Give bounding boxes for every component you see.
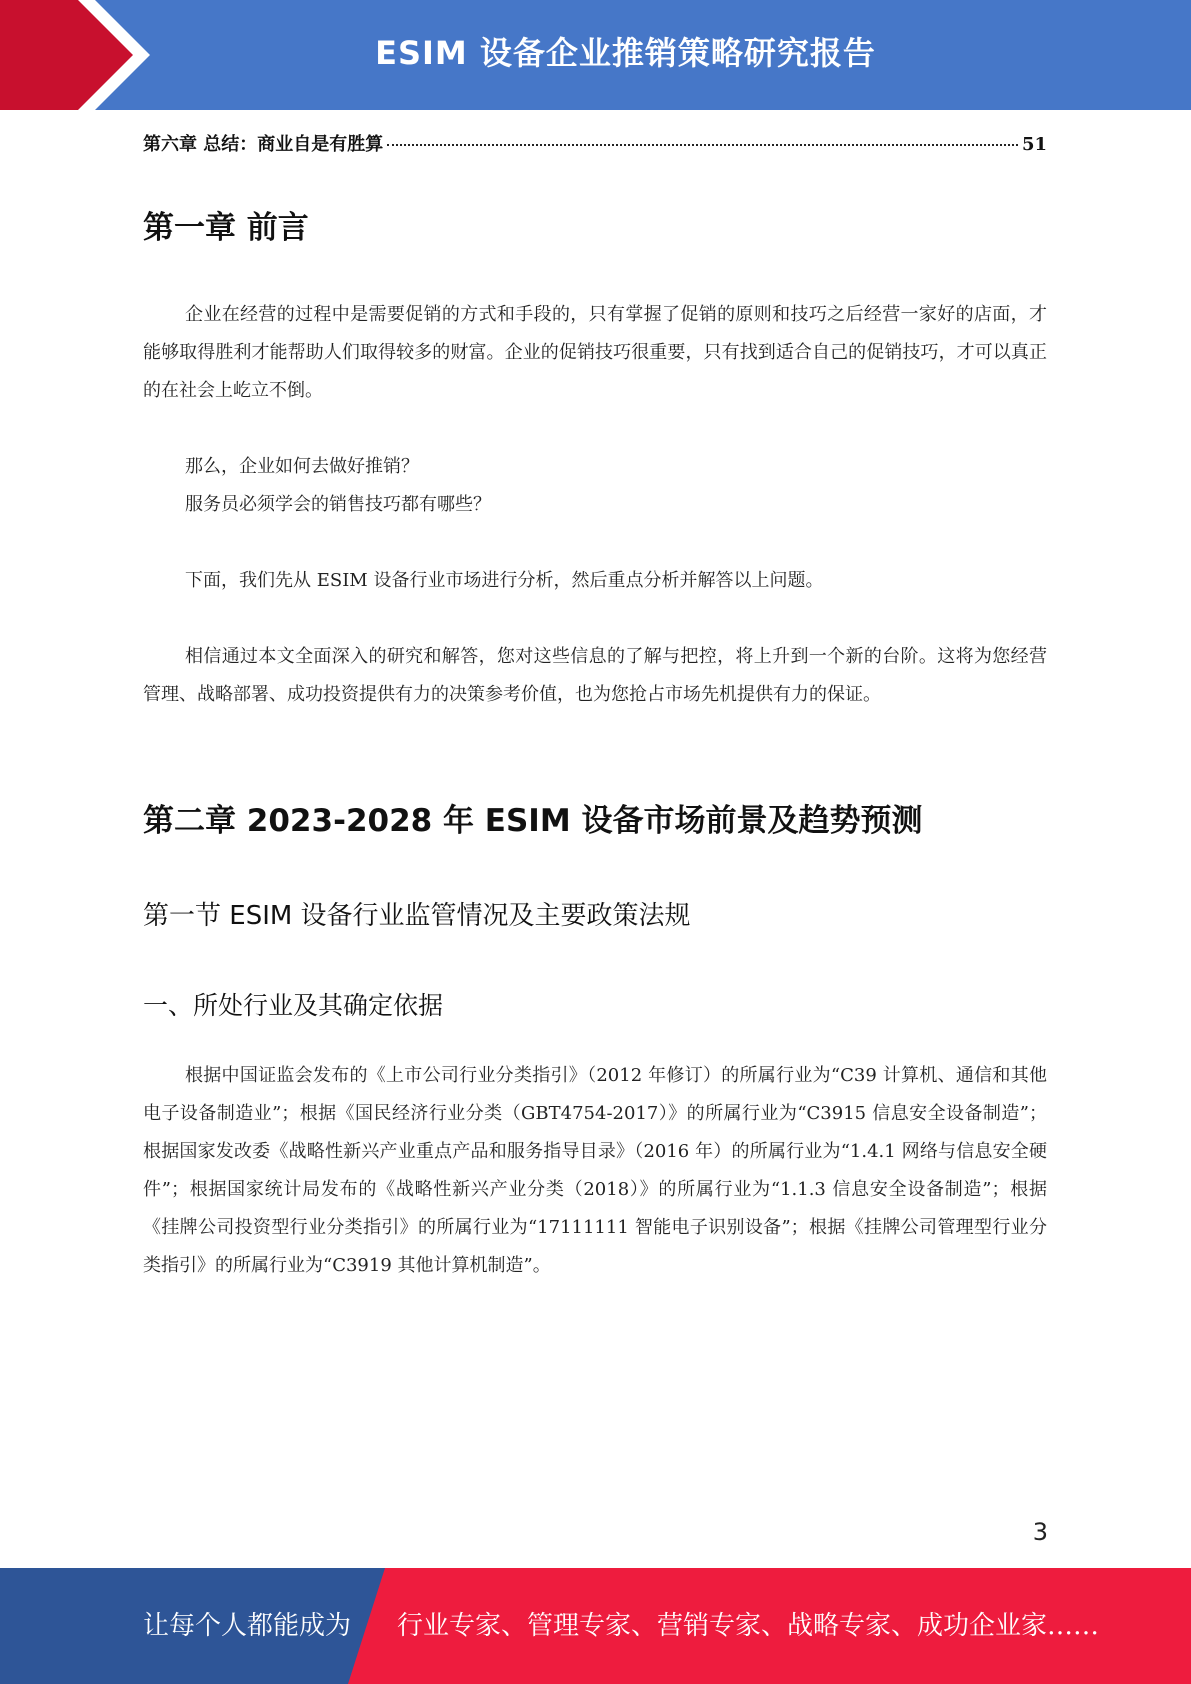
chapter-1-title: 第一章 前言 <box>143 210 309 246</box>
page-number: 3 <box>1032 1518 1048 1546</box>
chapter-1-paragraph-conclusion: 相信通过本文全面深入的研究和解答，您对这些信息的了解与把控，将上升到一个新的台阶。这将为您经营管理、战略部署、成功投资提供有力的决策参考价值，也为您抢占市场先机提供有力的保证。 <box>143 646 1047 705</box>
subsection-1-title: 一、所处行业及其确定依据 <box>143 991 444 1020</box>
footer-slogan-right: 行业专家、管理专家、营销专家、战略专家、成功企业家…… <box>397 1611 1100 1641</box>
report-title: ESIM 设备企业推销策略研究报告 <box>375 34 876 72</box>
toc-entry-page: 51 <box>1021 134 1047 155</box>
section-1-title: 第一节 ESIM 设备行业监管情况及主要政策法规 <box>143 901 691 931</box>
page-footer <box>0 1568 1191 1684</box>
chapter-2-title: 第二章 2023-2028 年 ESIM 设备市场前景及趋势预测 <box>143 803 923 839</box>
chapter-1-paragraph-analysis: 下面，我们先从 ESIM 设备行业市场进行分析，然后重点分析并解答以上问题。 <box>185 570 824 591</box>
toc-entry-label: 第六章 总结：商业自是有胜算 <box>143 134 384 155</box>
chapter-1-question-2: 服务员必须学会的销售技巧都有哪些？ <box>185 494 491 515</box>
toc-entry[interactable] <box>143 130 1047 156</box>
footer-slogan-left: 让每个人都能成为 <box>143 1611 352 1641</box>
page-header <box>0 0 1191 110</box>
chapter-1-paragraph-1: 企业在经营的过程中是需要促销的方式和手段的，只有掌握了促销的原则和技巧之后经营一家好的店面，才能够取得胜利才能帮助人们取得较多的财富。企业的促销技巧很重要，只有找到适合自己的促销技巧，才可以真正的在社会上屹立不倒。 <box>143 304 1047 401</box>
chapter-1-question-1: 那么，企业如何去做好推销？ <box>185 456 419 477</box>
toc-leader-dots <box>387 144 1018 146</box>
chapter-2-paragraph-industry: 根据中国证监会发布的《上市公司行业分类指引》（2012 年修订）的所属行业为“C39 计算机、通信和其他电子设备制造业”；根据《国民经济行业分类（GBT4754-2017）》的所属行业为“C3915 信息安全设备制造”；根据国家发改委《战略性新兴产业重点产品和服务指导目录》（2016 年）的所属行业为“1.4.1 网络与信息安全硬件”；根据国家统计局发布的《战略性新兴产业分类（2018）》的所属行业为“1.1.3 信息安全设备制造”；根据《挂牌公司投资型行业分类指引》的所属行业为“17111111 智能电子识别设备”；根据《挂牌公司管理型行业分类指引》的所属行业为“C3919 其他计算机制造”。 <box>143 1065 1047 1276</box>
